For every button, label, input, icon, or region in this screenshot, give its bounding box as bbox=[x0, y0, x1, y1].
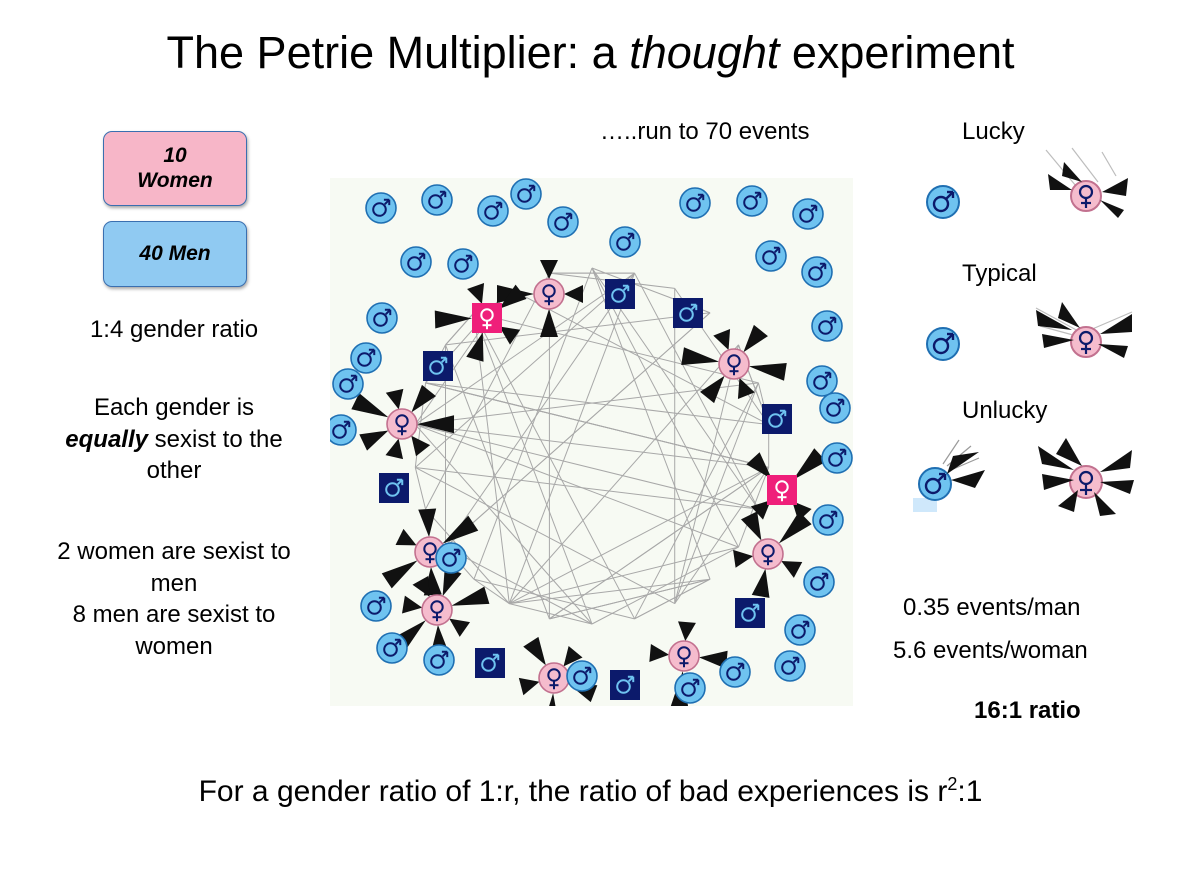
node-man bbox=[366, 193, 396, 223]
node-man bbox=[361, 591, 391, 621]
equally-line-2: sexist to the bbox=[147, 425, 283, 453]
node-man bbox=[401, 247, 431, 277]
typical-woman-icon bbox=[1028, 292, 1138, 382]
bottom-caption-pre: For a gender ratio of 1:r, the ratio of bad experiences is r bbox=[198, 775, 948, 808]
sexist-counts-text bbox=[24, 536, 324, 663]
network-graph bbox=[330, 178, 853, 706]
node-man bbox=[424, 645, 454, 675]
label-unlucky: Unlucky bbox=[962, 397, 1048, 424]
gender-ratio-text bbox=[24, 314, 324, 346]
sexist-line-2: men bbox=[150, 569, 198, 597]
node-man bbox=[762, 404, 792, 434]
node-woman bbox=[539, 663, 569, 693]
node-man bbox=[737, 186, 767, 216]
title-tail: experiment bbox=[779, 27, 1015, 78]
sexist-line-3: 8 men are sexist to bbox=[72, 601, 276, 629]
node-woman bbox=[387, 409, 417, 439]
node-man bbox=[822, 443, 852, 473]
node-man bbox=[610, 670, 640, 700]
node-man bbox=[812, 311, 842, 341]
sexist-line-1: 2 women are sexist to bbox=[57, 538, 291, 565]
badge-men-label: 40 Men bbox=[139, 241, 211, 265]
node-man bbox=[351, 343, 381, 373]
run-caption: …..run to 70 events bbox=[600, 118, 810, 145]
node-woman bbox=[669, 641, 699, 671]
label-lucky: Lucky bbox=[962, 118, 1025, 145]
equally-line-3: other bbox=[146, 457, 202, 485]
node-woman bbox=[753, 539, 783, 569]
stat-events-per-woman: 5.6 events/woman bbox=[893, 637, 1088, 664]
node-man bbox=[423, 351, 453, 381]
badge-women-count: 10 bbox=[163, 144, 187, 168]
bottom-caption-post: :1 bbox=[957, 775, 983, 808]
stat-events-per-man: 0.35 events/man bbox=[903, 594, 1081, 621]
equally-sexist-text bbox=[24, 392, 324, 487]
bottom-caption bbox=[0, 774, 1181, 809]
node-man bbox=[756, 241, 786, 271]
node-man bbox=[330, 415, 356, 445]
unlucky-man-icon bbox=[905, 436, 995, 524]
node-man bbox=[804, 567, 834, 597]
node-woman bbox=[719, 349, 749, 379]
equally-bold-word: equally bbox=[65, 425, 148, 453]
node-woman bbox=[767, 475, 797, 505]
node-man bbox=[820, 393, 850, 423]
arrow-layer bbox=[351, 260, 826, 706]
edge-layer bbox=[415, 268, 768, 624]
equally-line-1: Each gender is bbox=[93, 394, 255, 421]
node-man bbox=[813, 505, 843, 535]
node-man bbox=[367, 303, 397, 333]
node-man bbox=[673, 298, 703, 328]
label-typical: Typical bbox=[962, 260, 1037, 287]
node-man bbox=[605, 279, 635, 309]
node-man bbox=[610, 227, 640, 257]
node-man bbox=[675, 673, 705, 703]
node-man bbox=[548, 207, 578, 237]
node-man bbox=[377, 633, 407, 663]
node-man bbox=[333, 369, 363, 399]
stat-ratio: 16:1 ratio bbox=[974, 697, 1081, 724]
node-man bbox=[422, 185, 452, 215]
gender-ratio-value: 1:4 gender ratio bbox=[89, 316, 259, 343]
title-lead: The Petrie Multiplier: bbox=[166, 27, 580, 78]
node-man bbox=[680, 188, 710, 218]
node-man bbox=[379, 473, 409, 503]
node-man bbox=[793, 199, 823, 229]
title-emphasis: thought bbox=[629, 27, 780, 78]
node-man bbox=[436, 543, 466, 573]
node-woman bbox=[472, 303, 502, 333]
title-mid: a bbox=[579, 27, 630, 78]
sexist-line-4: women bbox=[135, 633, 213, 661]
node-man bbox=[475, 648, 505, 678]
lucky-man-icon bbox=[915, 170, 971, 232]
badge-women bbox=[103, 131, 247, 206]
node-layer bbox=[330, 179, 852, 703]
node-man bbox=[448, 249, 478, 279]
node-man bbox=[807, 366, 837, 396]
bottom-caption-sup: 2 bbox=[947, 774, 958, 794]
badge-men bbox=[103, 221, 247, 287]
node-man bbox=[567, 661, 597, 691]
node-man bbox=[775, 651, 805, 681]
node-man bbox=[511, 179, 541, 209]
typical-man-icon bbox=[915, 312, 971, 374]
unlucky-woman-icon bbox=[1028, 432, 1138, 528]
node-woman bbox=[422, 595, 452, 625]
badge-women-label: Women bbox=[137, 168, 213, 192]
node-man bbox=[785, 615, 815, 645]
node-woman bbox=[534, 279, 564, 309]
node-man bbox=[735, 598, 765, 628]
lucky-woman-icon bbox=[1028, 146, 1138, 236]
node-man bbox=[478, 196, 508, 226]
network-diagram-panel bbox=[330, 178, 853, 706]
node-man bbox=[720, 657, 750, 687]
node-man bbox=[802, 257, 832, 287]
page-title bbox=[0, 28, 1181, 78]
